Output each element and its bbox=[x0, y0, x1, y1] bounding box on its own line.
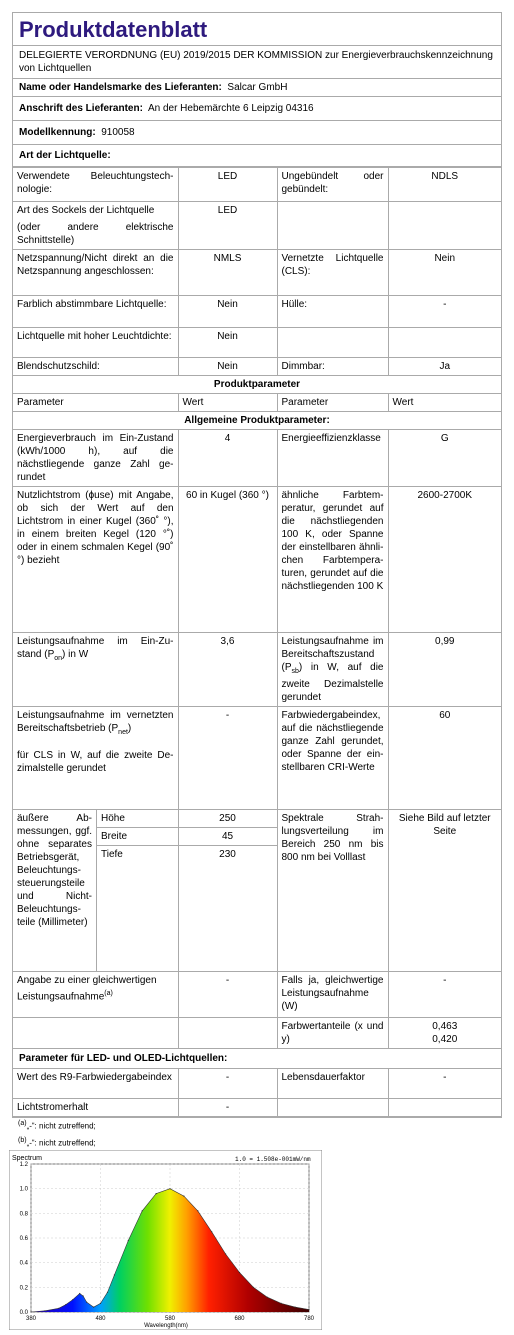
spectrum-point bbox=[30, 1311, 31, 1312]
x-tick-label: 580 bbox=[164, 1316, 176, 1322]
table-row bbox=[13, 202, 501, 250]
regulation-text: DELEGIERTE VERORDNUNG (EU) 2019/2015 DER KOMMISSION zur Energieverbrauchskennzeichnung von Lichtquellen bbox=[13, 45, 501, 78]
table-cell: Leistungsaufnahme im Ein-Zustand $(P_{on})$ in W bbox=[13, 633, 178, 707]
spectrum-point bbox=[295, 1307, 296, 1308]
table-row bbox=[13, 1069, 501, 1099]
spectrum-point bbox=[93, 1307, 94, 1308]
table-row bbox=[13, 394, 501, 412]
spectrum-point bbox=[100, 1303, 101, 1304]
address-value: An der Hebemärchte 6 Leipzig 04316 bbox=[147, 103, 314, 114]
supplier-row bbox=[13, 78, 501, 96]
table-cell: Falls ja, gleichwertige Leistungsaufnahme (W) bbox=[277, 972, 388, 1018]
table-row bbox=[13, 1018, 501, 1049]
table-cell: Angabe zu einer gleichwertigen Leistungsaufnahme$^{(a)}$ bbox=[13, 972, 178, 1018]
table-cell: Lebensdauerfaktor bbox=[277, 1069, 388, 1099]
table-cell: Nein bbox=[178, 328, 277, 358]
y-tick-label: 0.8 bbox=[19, 1211, 28, 1218]
x-tick-label: 480 bbox=[95, 1316, 106, 1322]
supplier-value: Salcar GmbH bbox=[227, 82, 288, 93]
spectrum-point bbox=[169, 1188, 170, 1189]
table-row bbox=[13, 972, 501, 1018]
height-value: 250 bbox=[179, 810, 277, 828]
table-cell: - bbox=[178, 707, 277, 810]
address-row bbox=[13, 96, 501, 120]
table-cell bbox=[277, 202, 388, 250]
spectrum-point bbox=[72, 1299, 73, 1300]
table-cell: Vernetzte Lichtquelle (CLS): bbox=[277, 250, 388, 296]
table-cell: ähnliche Farbtemperatur, gerundet auf die nächstliegenden 100 K, oder Spanne der einstellbaren ähnlichen Farbtemperaturen, gerundet auf die nächstliegenden 100 K bbox=[277, 487, 388, 633]
table-cell: - bbox=[388, 972, 501, 1018]
table-row bbox=[13, 412, 501, 430]
x-tick-label: 780 bbox=[303, 1316, 315, 1322]
height-label: Höhe bbox=[97, 810, 178, 828]
table-cell: LED bbox=[178, 202, 277, 250]
spectrum-svg bbox=[9, 1150, 322, 1330]
table-cell: 0,463 0,420 bbox=[388, 1018, 501, 1049]
spectrum-point bbox=[86, 1302, 87, 1303]
spectrum-point bbox=[58, 1308, 59, 1309]
address-label: Anschrift des Lieferanten: bbox=[19, 103, 143, 114]
table-row bbox=[13, 328, 501, 358]
spectrum-point bbox=[156, 1193, 157, 1194]
table-cell: Hülle: bbox=[277, 296, 388, 328]
table-cell: Nein bbox=[178, 296, 277, 328]
footnotes bbox=[18, 1117, 96, 1150]
light-source-table bbox=[13, 167, 501, 1117]
table-row bbox=[13, 487, 501, 633]
general-parameters-heading: Allgemeine Produktparameter: bbox=[13, 412, 501, 430]
table-cell: Farbwertanteile (x und y) bbox=[277, 1018, 388, 1049]
y-tick-label: 0.6 bbox=[19, 1236, 28, 1242]
y-tick-label: 1.2 bbox=[19, 1162, 28, 1168]
table-row bbox=[13, 1049, 501, 1069]
spectrum-point bbox=[83, 1295, 84, 1296]
footnote-a: $^{(a)}$„-“: nicht zutreffend; bbox=[18, 1120, 96, 1131]
table-cell bbox=[13, 1018, 178, 1049]
table-cell bbox=[388, 1099, 501, 1117]
table-cell: 4 bbox=[178, 430, 277, 487]
table-row bbox=[13, 1099, 501, 1117]
table-cell bbox=[13, 810, 178, 972]
x-axis-label: Wavelength(nm) bbox=[144, 1323, 188, 1329]
y-tick-label: 0.2 bbox=[19, 1285, 28, 1292]
spectrum-point bbox=[79, 1293, 80, 1294]
light-source-heading: Art der Lichtquelle: bbox=[13, 144, 501, 167]
table-cell: NMLS bbox=[178, 250, 277, 296]
spectrum-chart bbox=[9, 1150, 322, 1330]
table-cell: Farbwiedergabeindex, auf die nächstliegende ganze Zahl gerundet, oder Spanne der einstellbaren CRI-Werte bbox=[277, 707, 388, 810]
x-tick-label: 680 bbox=[234, 1316, 245, 1322]
spectrum-point bbox=[114, 1274, 115, 1275]
table-cell bbox=[388, 328, 501, 358]
table-cell: Ungebündelt oder gebündelt: bbox=[277, 168, 388, 202]
spectrum-point bbox=[128, 1240, 129, 1241]
column-header: Parameter bbox=[277, 394, 388, 412]
table-cell bbox=[388, 202, 501, 250]
table-cell: Art des Sockels der Lichtquelle (oder andere elektrische Schnittstelle) bbox=[13, 202, 178, 250]
table-row bbox=[13, 376, 501, 394]
spectrum-point bbox=[239, 1272, 240, 1273]
x-tick-label: 380 bbox=[25, 1316, 37, 1322]
product-parameters-heading: Produktparameter bbox=[13, 376, 501, 394]
spectrum-point bbox=[44, 1310, 45, 1311]
table-cell: Leistungsaufnahme im vernetzten Bereitschaftsbetrieb $(P_{net})$ für CLS in W, auf die zweite Dezimalstelle gerundet bbox=[13, 707, 178, 810]
table-cell: Dimmbar: bbox=[277, 358, 388, 376]
table-cell: - bbox=[178, 1069, 277, 1099]
spectrum-point bbox=[65, 1304, 66, 1305]
model-label: Modellkennung: bbox=[19, 127, 96, 138]
table-cell: - bbox=[388, 296, 501, 328]
chart-title: Spectrum bbox=[12, 1155, 42, 1162]
table-cell: Wert des R9-Farbwiedergabeindex bbox=[13, 1069, 178, 1099]
table-cell: NDLS bbox=[388, 168, 501, 202]
table-cell: Leistungsaufnahme im Bereitschaftszustand $(P_{sb})$ in W, auf die zweite Dezimalstelle gerundet bbox=[277, 633, 388, 707]
table-cell bbox=[178, 1018, 277, 1049]
table-cell: Spektrale Strahlungsverteilung im Bereich 250 nm bis 800 nm bei Volllast bbox=[277, 810, 388, 972]
table-row bbox=[13, 707, 501, 810]
dimensions-label: äußere Abmessungen, ggf. ohne separates Betriebsgerät, Beleuchtungssteuerungsteile und Nicht-Beleuchtungsteile (Millimeter) bbox=[13, 810, 97, 971]
table-cell: - bbox=[178, 1099, 277, 1117]
depth-label: Tiefe bbox=[101, 849, 123, 860]
depth-value: 230 bbox=[219, 849, 236, 860]
chart-annotation: 1.0 = 1.508e-001mW/nm bbox=[235, 1156, 311, 1163]
width-label: Breite bbox=[97, 828, 178, 846]
spectrum-point bbox=[281, 1303, 282, 1304]
table-row bbox=[13, 633, 501, 707]
spectrum-point bbox=[253, 1287, 254, 1288]
table-cell: Energieverbrauch im Ein-Zustand (kWh/1000 h), auf die nächstliegende ganze Zahl gerundet bbox=[13, 430, 178, 487]
spectrum-point bbox=[267, 1297, 268, 1298]
table-cell: 3,6 bbox=[178, 633, 277, 707]
spectrum-point bbox=[197, 1210, 198, 1211]
table-cell: 60 in Kugel (360 °) bbox=[178, 487, 277, 633]
table-cell: G bbox=[388, 430, 501, 487]
width-value: 45 bbox=[179, 828, 277, 846]
table-cell: Blendschutzschild: bbox=[13, 358, 178, 376]
table-cell: 60 bbox=[388, 707, 501, 810]
table-cell: Siehe Bild auf letzter Seite bbox=[388, 810, 501, 972]
table-cell: Lichtstromerhalt bbox=[13, 1099, 178, 1117]
column-header: Wert bbox=[178, 394, 277, 412]
table-cell: LED bbox=[178, 168, 277, 202]
table-cell: Ja bbox=[388, 358, 501, 376]
y-tick-label: 1.0 bbox=[19, 1186, 28, 1193]
table-row bbox=[13, 358, 501, 376]
table-row bbox=[13, 296, 501, 328]
table-row bbox=[13, 430, 501, 487]
table-row bbox=[13, 250, 501, 296]
table-cell: Nutzlichtstrom (ɸuse) mit Angabe, ob sich der Wert auf den Lichtstrom in einer Kugel (360˚ °), in einem breiten Kegel (120 °˚) oder in einem schmalen Kegel (90˚ °) bezieht bbox=[13, 487, 178, 633]
product-data-sheet bbox=[12, 12, 502, 1118]
y-tick-label: 0.0 bbox=[19, 1310, 28, 1316]
page-title: Produktdatenblatt bbox=[19, 17, 208, 42]
footnote-b: $^{(b)}$„-“: nicht zutreffend; bbox=[18, 1136, 96, 1148]
table-cell bbox=[178, 810, 277, 972]
table-cell: - bbox=[178, 972, 277, 1018]
table-cell bbox=[277, 1099, 388, 1117]
table-cell: - bbox=[388, 1069, 501, 1099]
column-header: Parameter bbox=[13, 394, 178, 412]
spectrum-point bbox=[308, 1309, 309, 1310]
table-cell: Farblich abstimmbare Lichtquelle: bbox=[13, 296, 178, 328]
spectrum-point bbox=[142, 1210, 143, 1211]
spectrum-point bbox=[107, 1292, 108, 1293]
table-cell: Verwendete Beleuchtungstechnologie: bbox=[13, 168, 178, 202]
model-row bbox=[13, 120, 501, 144]
model-value: 910058 bbox=[101, 127, 135, 138]
column-header: Wert bbox=[388, 394, 501, 412]
table-cell: Lichtquelle mit hoher Leuchtdichte: bbox=[13, 328, 178, 358]
table-cell: 0,99 bbox=[388, 633, 501, 707]
spectrum-point bbox=[183, 1196, 184, 1197]
table-row bbox=[13, 810, 501, 972]
spectrum-point bbox=[225, 1253, 226, 1254]
table-cell: Nein bbox=[178, 358, 277, 376]
led-parameters-heading: Parameter für LED- und OLED-Lichtquellen: bbox=[13, 1049, 501, 1069]
table-cell: Energieeffizienzklasse bbox=[277, 430, 388, 487]
table-cell bbox=[277, 328, 388, 358]
spectrum-point bbox=[211, 1231, 212, 1232]
table-cell: Netzspannung/Nicht direkt an die Netzspannung angeschlossen: bbox=[13, 250, 178, 296]
table-cell: 2600-2700K bbox=[388, 487, 501, 633]
y-tick-label: 0.4 bbox=[19, 1260, 28, 1267]
table-row bbox=[13, 168, 501, 202]
supplier-label: Name oder Handelsmarke des Lieferanten: bbox=[19, 82, 222, 93]
table-cell: Nein bbox=[388, 250, 501, 296]
